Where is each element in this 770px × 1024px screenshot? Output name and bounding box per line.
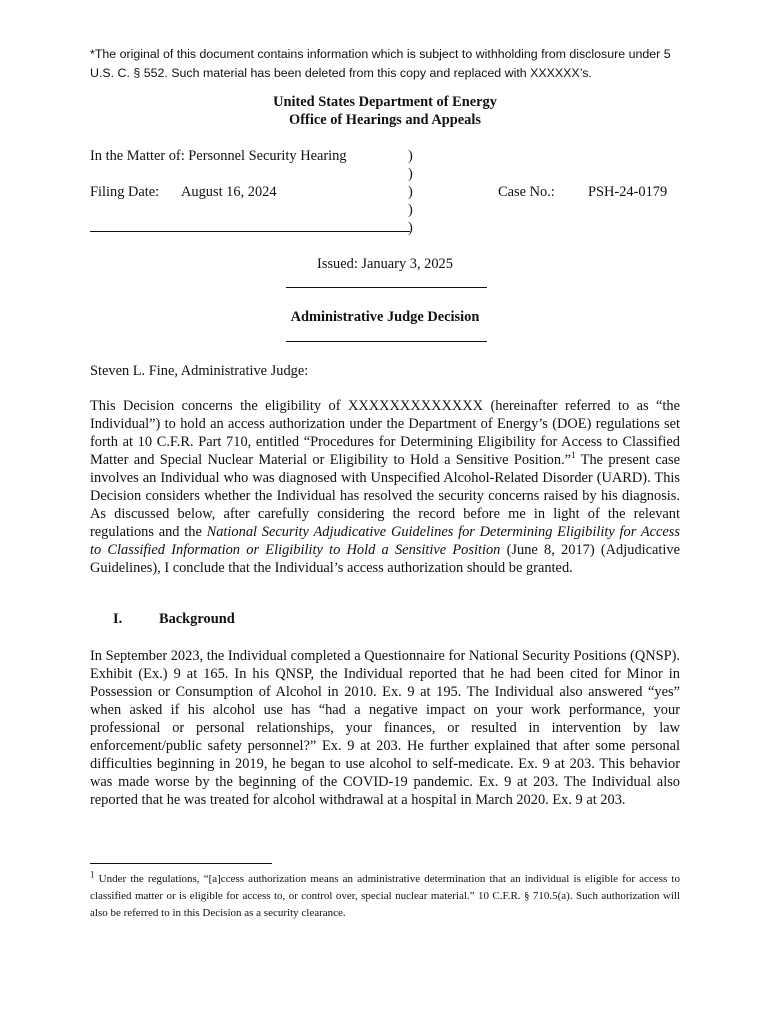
decision-title: Administrative Judge Decision <box>290 309 480 325</box>
caption-paren: ) <box>408 220 413 236</box>
issued-date: Issued: January 3, 2025 <box>317 256 453 272</box>
case-number-value: PSH-24-0179 <box>588 184 668 200</box>
intro-paragraph <box>90 397 680 577</box>
guidelines-title: National Security Adjudicative Guidelines for Determining Eligibility for Access to Classified Information or Eligibility to Hold a Sensitive Position <box>90 524 680 558</box>
caption-underline <box>90 231 410 232</box>
title-rule-top <box>286 287 487 288</box>
background-paragraph: In September 2023, the Individual completed a Questionnaire for National Security Positions (QNSP). Exhibit (Ex.) 9 at 165. In his QNSP, the Individual reported that he had been cited for Minor in Possession or Consumption of Alcohol in 2010. Ex. 9 at 195. The Individual also answered “yes” when asked if his alcohol use has “had a negative impact on your work performance, your professional or personal relationships, your finances, or resulted in intervention by law enforcement/public safety personnel?” Ex. 9 at 203. He further explained that after some personal difficulties beginning in 2019, he began to use alcohol to self-medicate. Ex. 9 at 203. This behavior was made worse by the beginning of the COVID-19 pandemic. Ex. 9 at 203. The Individual also reported that he was treated for alcohol withdrawal at a hospital in March 2020. Ex. 9 at 203. <box>90 648 680 808</box>
filing-date-value: August 16, 2024 <box>181 184 277 200</box>
matter-label: In the Matter of: Personnel Security Hearing <box>90 148 347 164</box>
footnote-ref: 1 <box>571 450 576 461</box>
intro-text-1: This Decision concerns the eligibility of XXXXXXXXXXXXX (hereinafter referred to as “the Individual”) to hold an access authorization under the Department of Energy’s (DOE) regulations set forth at 10 C.F.R. Part 710, entitled “Procedures for Determining Eligibility for Access to Classified Matter and Special Nuclear Material or Eligibility to Hold a Sensitive Position.” <box>90 398 680 468</box>
intro-text-3: (June 8, 2017) (Adjudicative Guidelines), I conclude that the Individual’s access authorization should be granted. <box>90 542 680 576</box>
caption-paren: ) <box>408 184 413 200</box>
caption-blank-row <box>90 166 690 184</box>
section-heading: Background <box>159 611 235 627</box>
title-rule-bottom <box>286 341 487 342</box>
section-number: I. <box>113 611 123 627</box>
caption-paren: ) <box>408 148 413 164</box>
filing-date-label: Filing Date: <box>90 184 160 200</box>
footnote-separator <box>90 863 272 864</box>
intro-text-2: The present case involves an Individual who was diagnosed with Unspecified Alcohol-Related Disorder (UARD). This Decision considers whether the Individual has resolved the security concerns raised by his diagnosis. As discussed below, after carefully considering the record before me in light of the relevant regulations and the <box>90 452 681 540</box>
caption-filing-row <box>90 184 690 202</box>
case-number-label: Case No.: <box>498 184 555 200</box>
agency-title: United States Department of Energy <box>273 94 497 110</box>
redaction-notice: *The original of this document contains information which is subject to withholding from disclosure under 5 U.S. C. § 552. Such material has been deleted from this copy and replaced with XXXXXX’s. <box>90 47 671 80</box>
caption-paren: ) <box>408 202 413 218</box>
office-title: Office of Hearings and Appeals <box>289 112 481 128</box>
footnote-marker: 1 <box>90 869 95 880</box>
caption-matter-row <box>90 148 690 166</box>
footnote <box>90 871 680 922</box>
footnote-text: Under the regulations, “[a]ccess authorization means an administrative determination that an individual is eligible for access to classified matter or is eligible for access to, or control over, special nuclear material.” 10 C.F.R. § 710.5(a). Such authorization will also be referred to in this Decision as a security clearance. <box>90 873 680 919</box>
caption-blank-row <box>90 220 690 238</box>
judge-line: Steven L. Fine, Administrative Judge: <box>90 363 309 379</box>
caption-paren: ) <box>408 166 413 182</box>
caption-blank-row <box>90 202 690 220</box>
